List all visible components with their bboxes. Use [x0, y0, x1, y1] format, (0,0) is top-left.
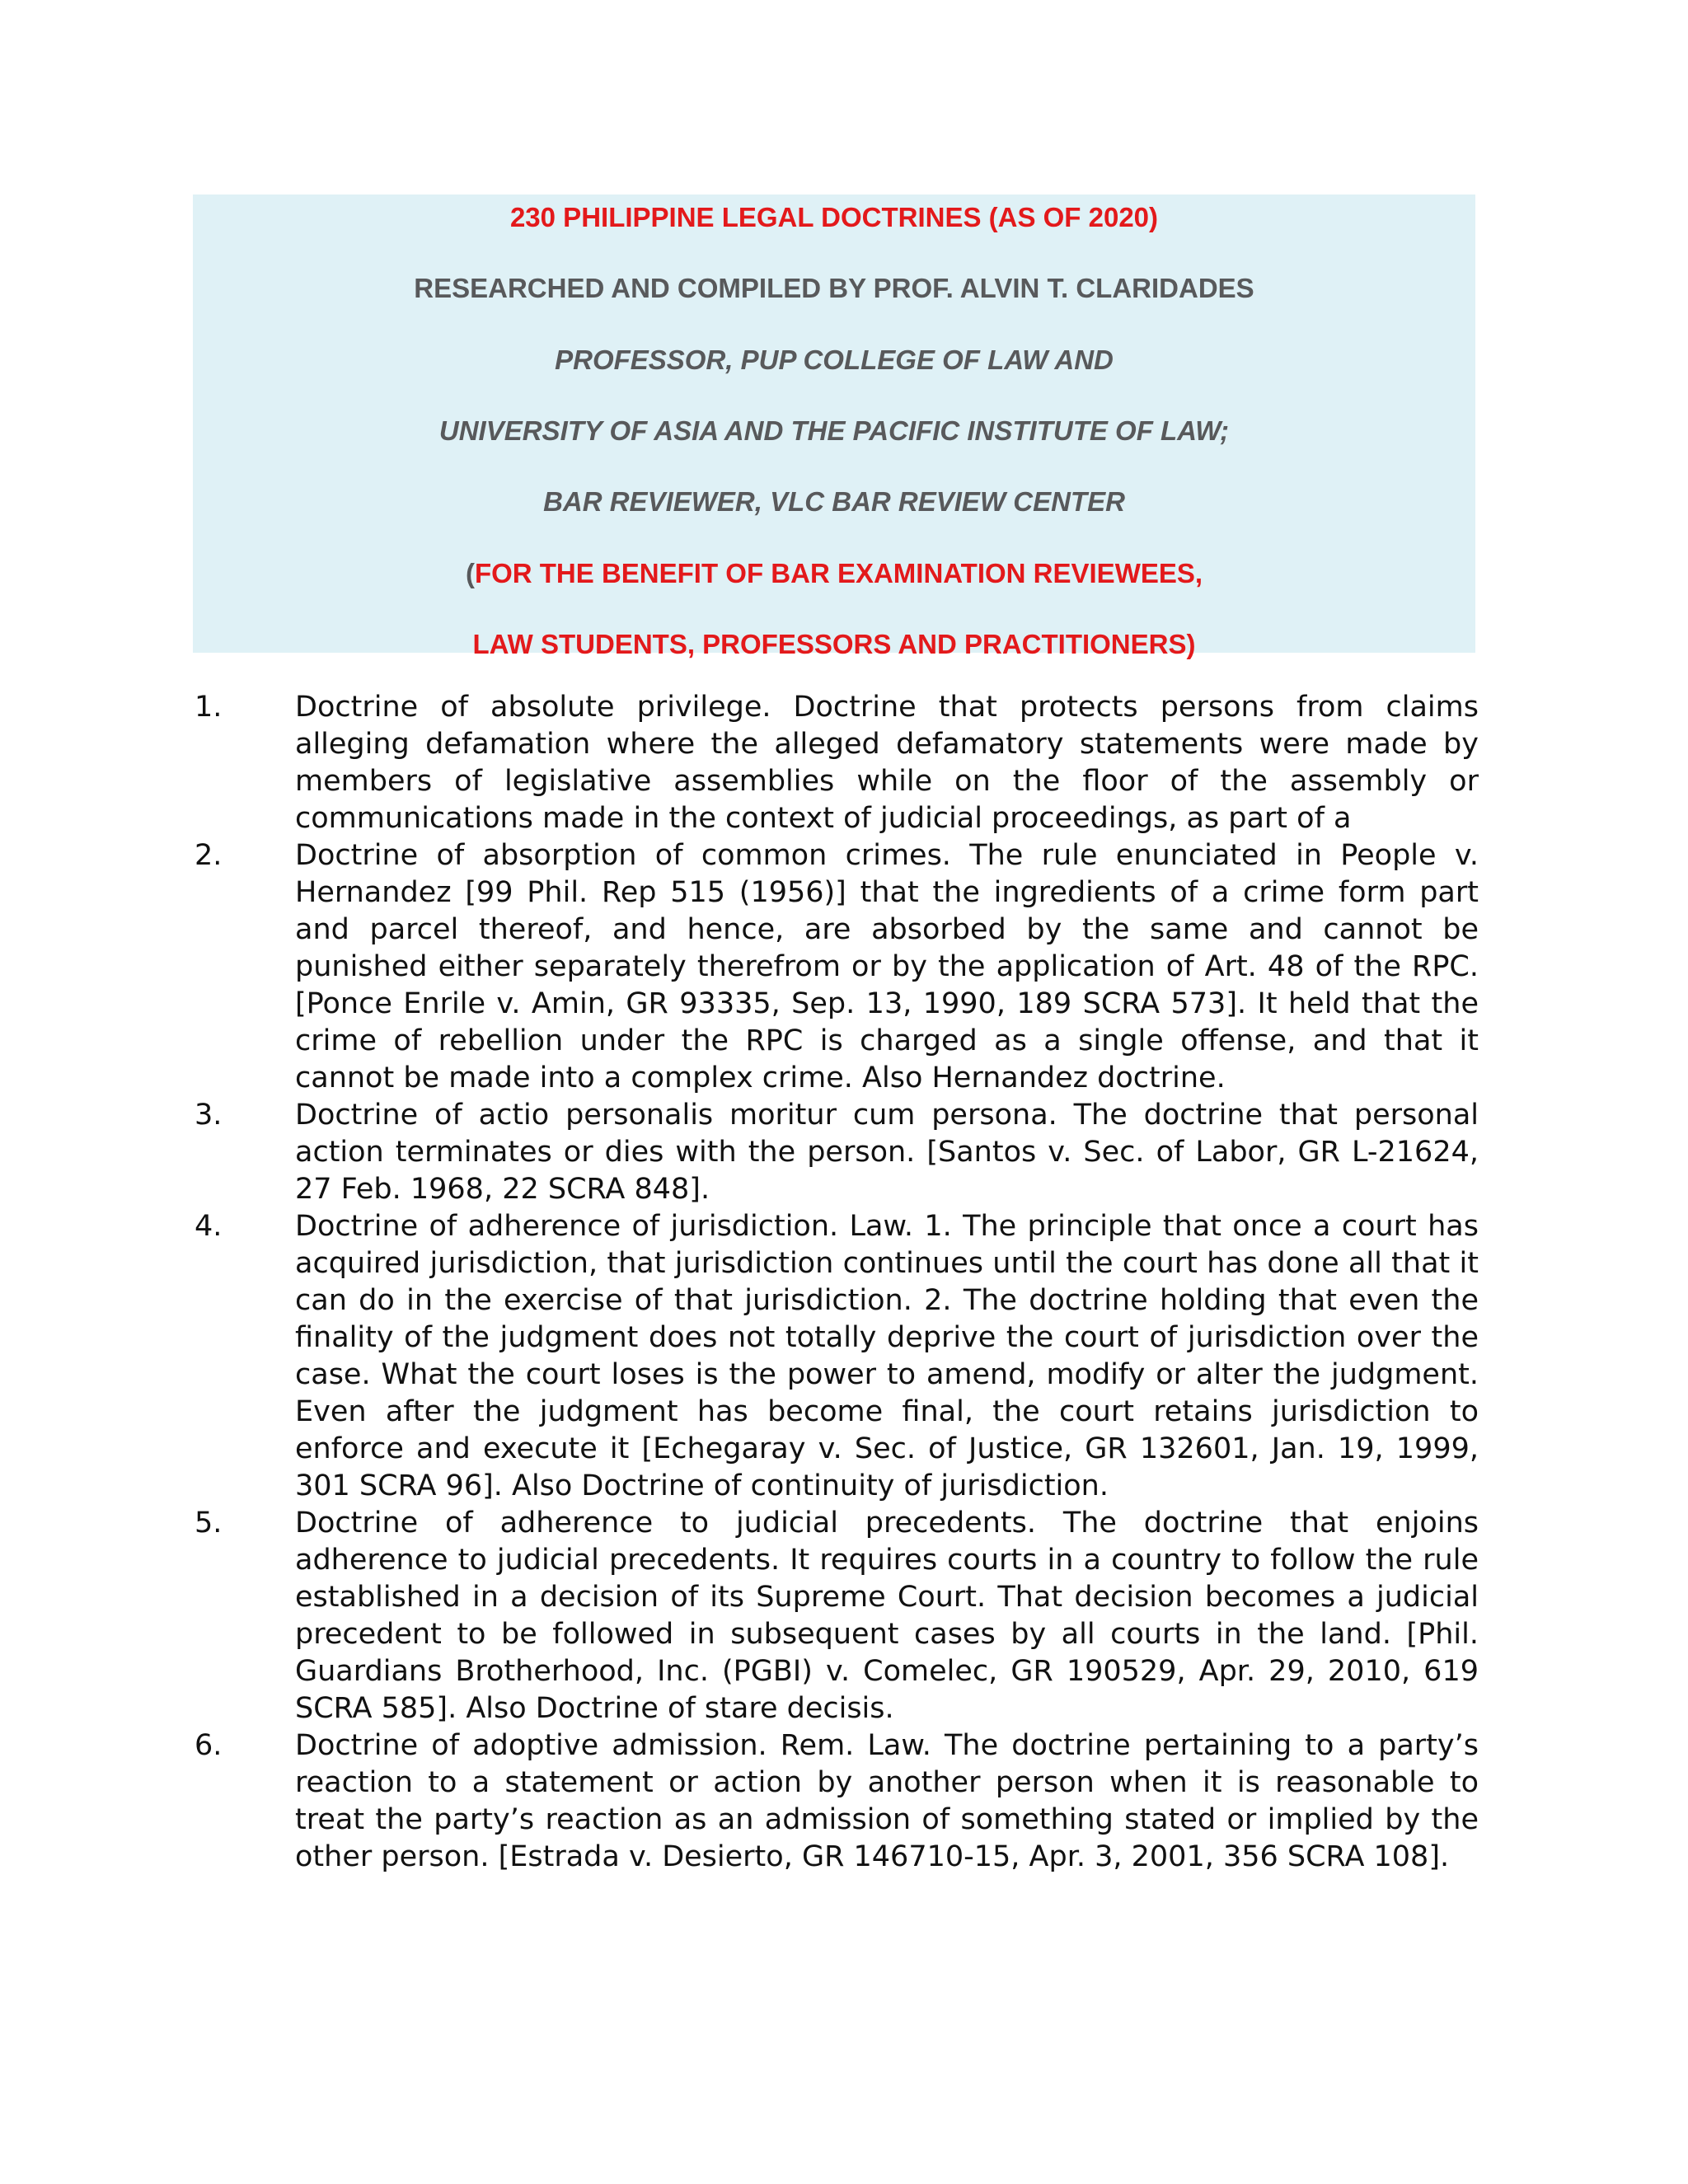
position-line-3: BAR REVIEWER, VLC BAR REVIEW CENTER — [543, 486, 1125, 517]
item-number: 2. — [195, 839, 223, 872]
benefit-line-1 — [193, 557, 1475, 590]
item-text: Doctrine of adoptive admission. Rem. Law. The doctrine pertaining to a party’s reaction to a statement or action by another person when it is reasonable to treat the party’s reaction as an admission of something stated or implied by the other person. [Estrada v. Desierto, GR 146710-15, Apr. 3, 2001, 356 SCRA 108]. — [295, 1729, 1479, 1873]
list-item — [0, 837, 1688, 1097]
list-item — [0, 1208, 1688, 1505]
list-item — [0, 1097, 1688, 1208]
doctrine-list — [0, 689, 1688, 1876]
list-item — [0, 1727, 1688, 1876]
item-text: Doctrine of absorption of common crimes. The rule enunciated in People v. Hernandez [99 Phil. Rep 515 (1956)] that the ingredients of a crime form part and parcel thereof, and hence, are absorbed by the same and cannot be punished either separately therefrom or by the application of Art. 48 of the RPC. [Ponce Enrile v. Amin, GR 93335, Sep. 13, 1990, 189 SCRA 573]. It held that the crime of rebellion under the RPC is charged as a single offense, and that it cannot be made into a complex crime. Also Hernandez doctrine. — [295, 839, 1479, 1094]
item-text: Doctrine of adherence of jurisdiction. Law. 1. The principle that once a court has acquired jurisdiction, that jurisdiction continues until the court has done all that it can do in the exercise of that jurisdiction. 2. The doctrine holding that even the finality of the judgment does not totally deprive the court of jurisdiction over the case. What the court loses is the power to amend, modify or alter the judgment. Even after the judgment has become final, the court retains jurisdiction to enforce and execute it [Echegaray v. Sec. of Justice, GR 132601, Jan. 19, 1999, 301 SCRA 96]. Also Doctrine of continuity of jurisdiction. — [295, 1210, 1479, 1502]
list-item — [0, 1505, 1688, 1727]
item-number: 3. — [195, 1099, 223, 1132]
position-line-1: PROFESSOR, PUP COLLEGE OF LAW AND — [555, 344, 1114, 375]
document-title: 230 PHILIPPINE LEGAL DOCTRINES (AS OF 2020) — [509, 202, 1159, 232]
item-text: Doctrine of actio personalis moritur cum persona. The doctrine that personal action terminates or dies with the person. [Santos v. Sec. of Labor, GR L-21624, 27 Feb. 1968, 22 SCRA 848]. — [295, 1099, 1479, 1206]
item-text: Doctrine of absolute privilege. Doctrine that protects persons from claims alleging defamation where the alleged defamatory statements were made by members of legislative assemblies while on the floor of the assembly or communications made in the context of judicial proceedings, as part of a — [295, 691, 1479, 835]
item-number: 4. — [195, 1210, 223, 1243]
benefit-line-1-text: FOR THE BENEFIT OF BAR EXAMINATION REVIEWEES, — [474, 558, 1203, 588]
compiler-line: RESEARCHED AND COMPILED BY PROF. ALVIN T. CLARIDADES — [414, 273, 1254, 303]
benefit-open-paren: ( — [465, 558, 475, 588]
list-item — [0, 689, 1688, 837]
benefit-line-2: LAW STUDENTS, PROFESSORS AND PRACTITIONERS) — [472, 629, 1196, 659]
document-header — [193, 194, 1475, 659]
position-line-2: UNIVERSITY OF ASIA AND THE PACIFIC INSTITUTE OF LAW; — [438, 415, 1230, 446]
item-number: 5. — [195, 1507, 223, 1540]
item-number: 6. — [195, 1729, 223, 1762]
item-text: Doctrine of adherence to judicial precedents. The doctrine that enjoins adherence to judicial precedents. It requires courts in a country to follow the rule established in a decision of its Supreme Court. That decision becomes a judicial precedent to be followed in subsequent cases by all courts in the land. [Phil. Guardians Brotherhood, Inc. (PGBI) v. Comelec, GR 190529, Apr. 29, 2010, 619 SCRA 585]. Also Doctrine of stare decisis. — [295, 1507, 1479, 1725]
item-number: 1. — [195, 691, 223, 724]
